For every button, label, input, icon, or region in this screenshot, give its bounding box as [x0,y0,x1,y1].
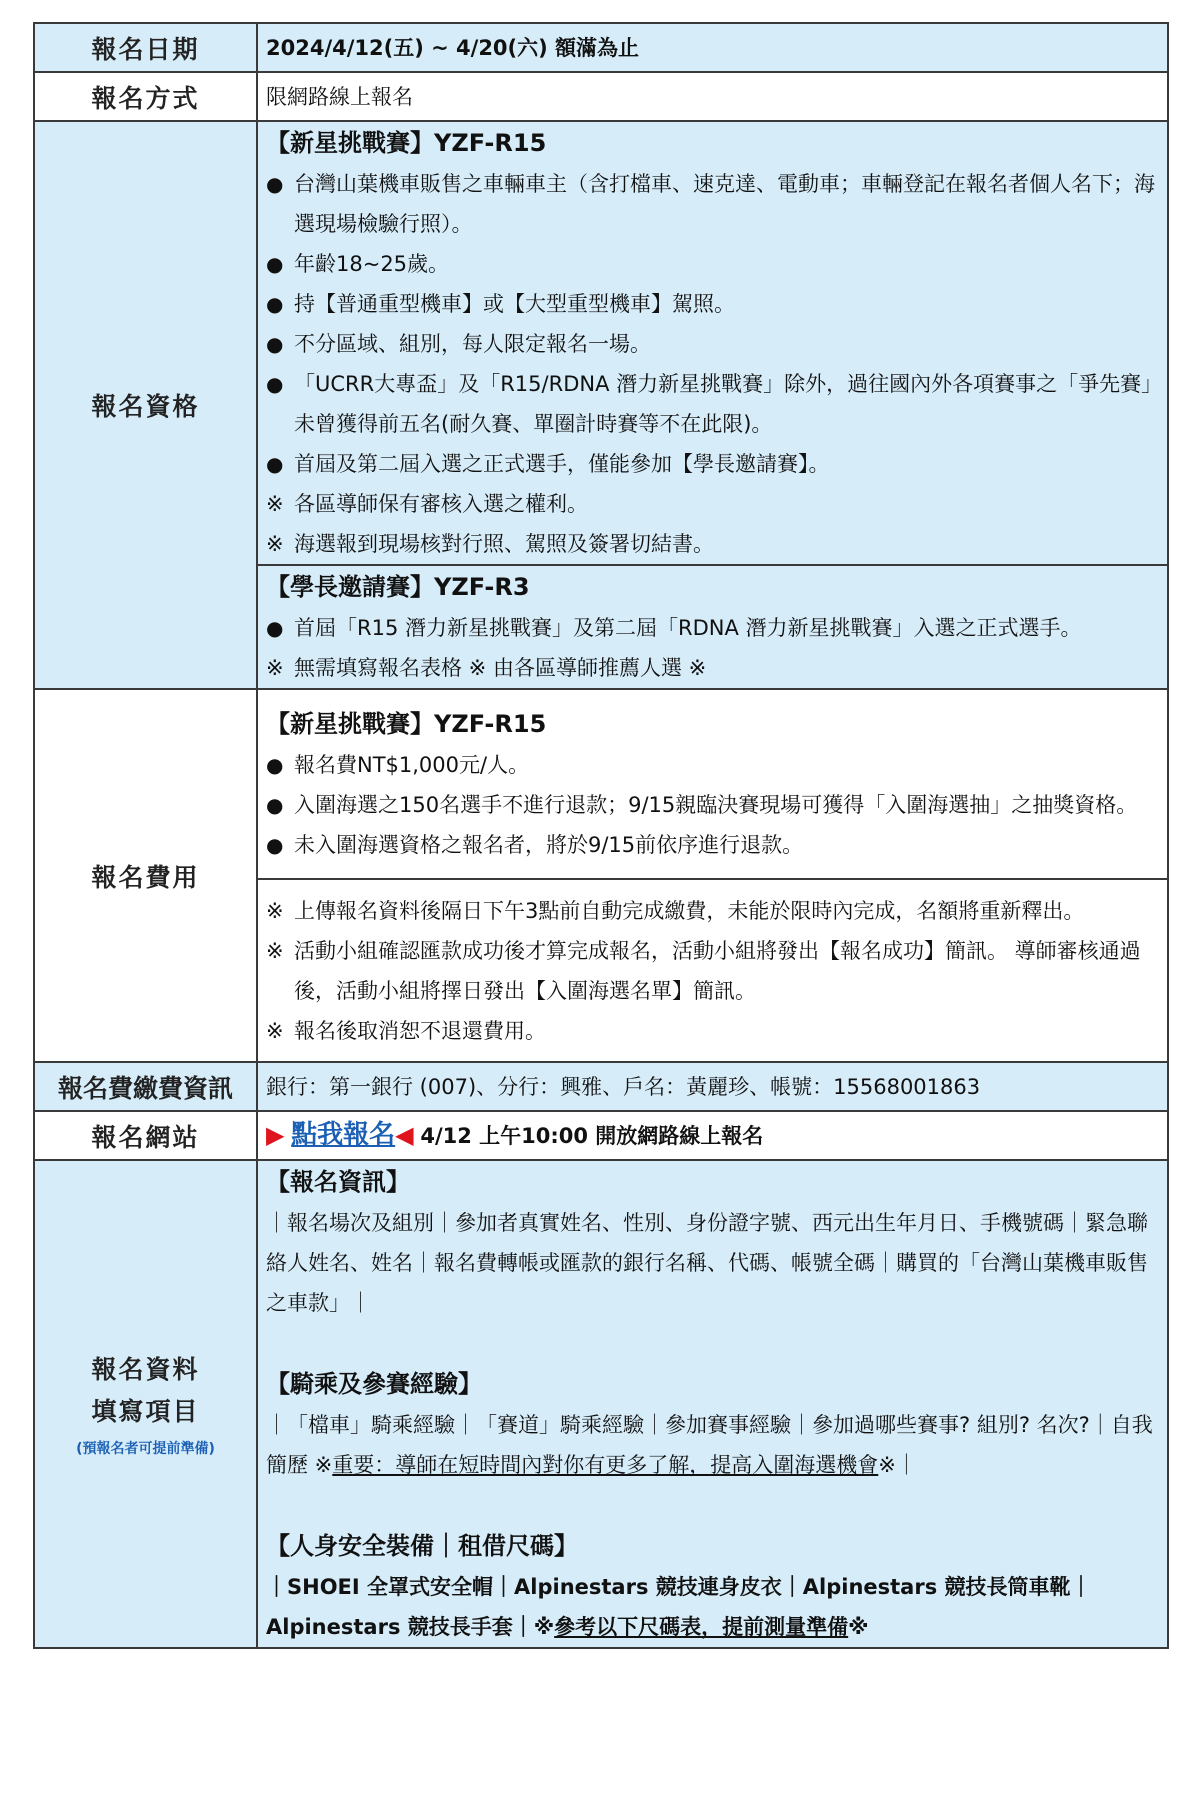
form-s1-text: ｜報名場次及組別｜參加者真實姓名、性別、身份證字號、西元出生年月日、手機號碼｜緊急聯絡人姓名、姓名｜報名費轉帳或匯款的銀行名稱、代碼、帳號全碼｜購買的「台灣山葉機車販售之車款」｜ [266,1211,1148,1315]
website-open-time: 4/12 上午10:00 開放網路線上報名 [420,1124,764,1148]
eligibility-b-title: 【學長邀請賽】YZF-R3 [266,573,530,601]
label-method: 報名方式 [34,72,257,121]
bullet-icon: ● [266,452,284,476]
eligibility-a-title: 【新星挑戰賽】YZF-R15 [266,129,547,157]
form-s1-title: 【報名資訊】 [266,1168,410,1196]
value-website [257,1111,1168,1160]
eligibility-a-list [266,164,1159,564]
form-cell [257,1160,1168,1648]
note-mark-icon: ※ [266,898,284,923]
value-payment: 銀行：第一銀行 (007)、分行：興雅、戶名：黃麗珍、帳號：15568001863 [257,1062,1168,1111]
row-payment [34,1062,1168,1111]
form-s2-title: 【騎乘及參賽經驗】 [266,1370,482,1398]
row-fee-a [34,689,1168,879]
triangle-left-icon: ◀ [395,1121,414,1149]
label-form [34,1160,257,1648]
label-date: 報名日期 [34,23,257,72]
fee-a-cell [257,689,1168,879]
form-s3-title: 【人身安全裝備｜租借尺碼】 [266,1532,578,1560]
list-item: ● 台灣山葉機車販售之車輛車主（含打檔車、速克達、電動車；車輛登記在報名者個人名下；海選現場檢驗行照）。 [266,164,1159,244]
bullet-icon: ● [266,616,284,640]
bullet-icon: ● [266,793,284,817]
note-item: ※ 上傳報名資料後隔日下午3點前自動完成繳費，未能於限時內完成，名額將重新釋出。 [266,891,1159,931]
note-mark-icon: ※ [266,938,284,963]
triangle-right-icon: ▶ [266,1121,285,1149]
form-s2-block: ｜「檔車」騎乘經驗｜「賽道」騎乘經驗｜參加賽事經驗｜參加過哪些賽事? 組別? 名次?｜自我簡歷 ※重要：導師在短時間內對你有更多了解，提高入圍海選機會※｜ [266,1413,1153,1477]
row-method [34,72,1168,121]
bullet-icon: ● [266,332,284,356]
note-item: ※ 報名後取消恕不退還費用。 [266,1011,1159,1051]
note-item: ※ 活動小組確認匯款成功後才算完成報名，活動小組將發出【報名成功】簡訊。 導師審核通過後，活動小組將擇日發出【入圍海選名單】簡訊。 [266,931,1159,1011]
list-item: ● 首屆及第二屆入選之正式選手，僅能參加【學長邀請賽】。 [266,444,1159,484]
label-payment: 報名費繳費資訊 [34,1062,257,1111]
note-mark-icon: ※ [266,656,284,680]
note-mark-icon: ※ [266,492,284,516]
bullet-icon: ● [266,292,284,316]
register-link[interactable]: 點我報名 [291,1120,396,1150]
list-item: ● 年齡18~25歲。 [266,244,1159,284]
bullet-icon: ● [266,372,284,396]
label-form-note: (預報名者可提前準備) [76,1441,215,1457]
value-date: 2024/4/12(五) ~ 4/20(六) 額滿為止 [257,23,1168,72]
list-item: ● 未入圍海選資格之報名者，將於9/15前依序進行退款。 [266,825,1159,865]
label-eligibility: 報名資格 [34,121,257,689]
row-date [34,23,1168,72]
bullet-icon: ● [266,252,284,276]
note-item: ※ 各區導師保有審核入選之權利。 [266,484,1159,524]
list-item: ● 不分區域、組別，每人限定報名一場。 [266,324,1159,364]
note-item: ※ 無需填寫報名表格 ※ 由各區導師推薦人選 ※ [266,648,1159,688]
row-website [34,1111,1168,1160]
registration-table [33,22,1169,1649]
form-s3-sizes: 參考以下尺碼表，提前測量準備 [554,1615,849,1639]
form-s3-block: ｜SHOEI 全罩式安全帽｜Alpinestars 競技連身皮衣｜Alpinestars 競技長筒車靴｜Alpinestars 競技長手套｜※參考以下尺碼表，提前測量準備※ [266,1575,1092,1639]
form-s2-important: 重要：導師在短時間內對你有更多了解，提高入圍海選機會 [332,1453,879,1477]
list-item: ● 報名費NT$1,000元/人。 [266,745,1159,785]
fee-b-cell [257,879,1168,1062]
note-mark-icon: ※ [266,532,284,556]
label-form-line1: 報名資料 [91,1355,200,1384]
list-item: ● 持【普通重型機車】或【大型重型機車】駕照。 [266,284,1159,324]
eligibility-b-cell [257,565,1168,689]
fee-title: 【新星挑戰賽】YZF-R15 [266,710,547,738]
label-form-line2: 填寫項目 [91,1397,200,1426]
bullet-icon: ● [266,833,284,857]
list-item: ● 首屆「R15 潛力新星挑戰賽」及第二屆「RDNA 潛力新星挑戰賽」入選之正式選手。 [266,608,1159,648]
note-item: ※ 海選報到現場核對行照、駕照及簽署切結書。 [266,524,1159,564]
label-fee: 報名費用 [34,689,257,1062]
value-method: 限網路線上報名 [257,72,1168,121]
eligibility-a-cell [257,121,1168,565]
bullet-icon: ● [266,753,284,777]
label-website: 報名網站 [34,1111,257,1160]
list-item: ● 「UCRR大專盃」及「R15/RDNA 潛力新星挑戰賽」除外，過往國內外各項賽事之「爭先賽」未曾獲得前五名(耐久賽、單圈計時賽等不在此限)。 [266,364,1159,444]
list-item: ● 入圍海選之150名選手不進行退款；9/15親臨決賽現場可獲得「入圍海選抽」之抽獎資格。 [266,785,1159,825]
bullet-icon: ● [266,172,284,196]
row-eligibility-a [34,121,1168,565]
note-mark-icon: ※ [266,1018,284,1043]
row-form [34,1160,1168,1648]
